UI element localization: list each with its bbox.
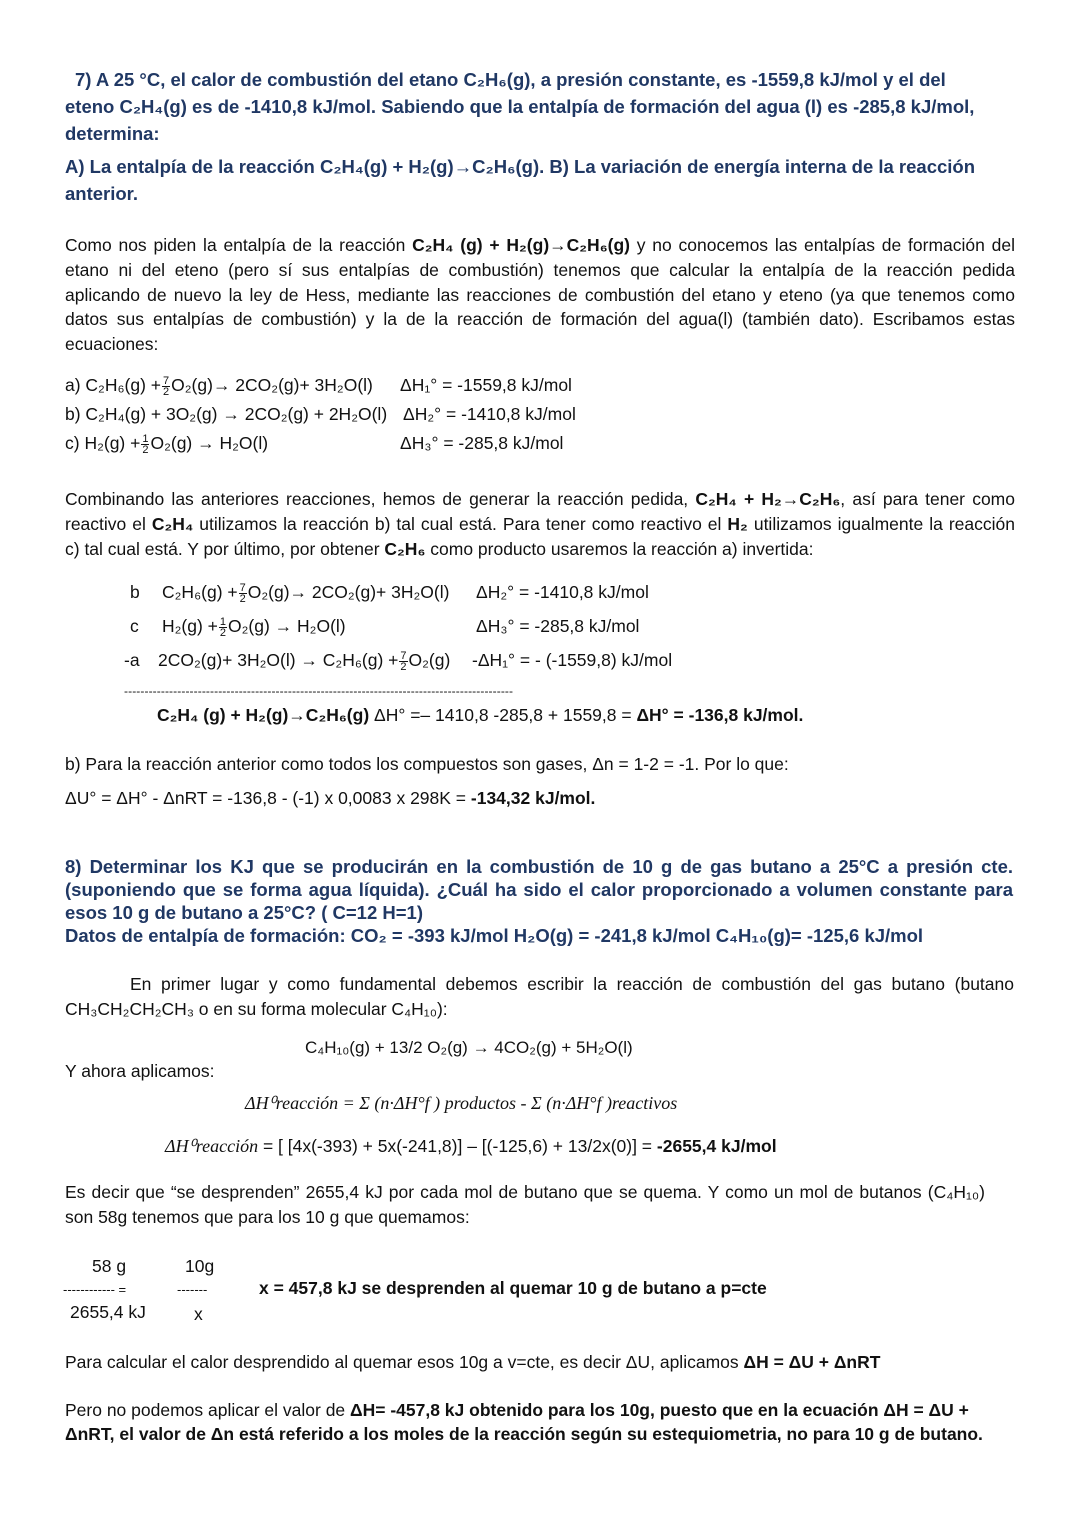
q7-intro-line-4: datos sus entalpías de combustión) y la de la reacción de formación del agua(l) (también dato). Escribamos estas <box>65 309 1015 329</box>
enthalpy-calculation: ΔH⁰reacción = [ [4x(-393) + 5x(-241,8)] – [(-125,6) + 13/2x(0)] = -2655,4 kJ/mol <box>165 1136 777 1156</box>
q8-paragraph-1-line-2: CH₃CH₂CH₂CH₃ o en su forma molecular C₄H₁₀): <box>65 999 448 1019</box>
q7-subheading-line-1: A) La entalpía de la reacción C₂H₄(g) + H₂(g)→C₂H₆(g). B) La variación de energía interna de la reacción <box>65 156 976 177</box>
q8-paragraph-2-line-1: Es decir que “se desprenden” 2655,4 kJ por cada mol de butano que se quema. Y como un mol de butanos (C₄H₁₀) <box>65 1182 985 1202</box>
q7-combine-line-1: Combinando las anteriores reacciones, hemos de generar la reacción pedida, C₂H₄ + H₂→C₂H₆, así para tener como <box>65 489 1015 509</box>
q7-intro-line-3: aplicando de nuevo la ley de Hess, mediante las reacciones de combustión del etano y eteno (ya que tenemos como <box>65 285 1015 305</box>
hess-label-b: b <box>130 582 140 602</box>
hess-enthalpy-minus-a: -ΔH₁° = - (-1559,8) kJ/mol <box>472 650 673 670</box>
q7-heading-line-2: eteno C₂H₄(g) es de -1410,8 kJ/mol. Sabiendo que la entalpía de formación del agua (l) es -285,8 kJ/mol, <box>65 96 975 117</box>
hess-equation-c: H₂(g) + $\frac{1}{2}$ O₂(g) → H₂O(l) <box>162 615 346 639</box>
q7-heading-line-3: determina: <box>65 123 160 144</box>
apply-label: Y ahora aplicamos: <box>65 1061 215 1081</box>
hess-enthalpy-c: ΔH₃° = -285,8 kJ/mol <box>476 616 640 636</box>
q7-combine-line-3: c) tal cual está. Y por último, por obtener C₂H₆ como producto usaremos la reacción a) invertida: <box>65 539 814 559</box>
proportion-bar-2: ------- <box>177 1282 208 1297</box>
hess-equation-minus-a: 2CO₂(g)+ 3H₂O(l) → C₂H₆(g) + $\frac{7}{2}$ O₂(g) <box>158 649 451 673</box>
proportion-denominator-2: x <box>194 1304 203 1324</box>
equation-b-enthalpy: ΔH₂° = -1410,8 kJ/mol <box>403 404 576 424</box>
butane-combustion-reaction: C₄H₁₀(g) + 13/2 O₂(g) → 4CO₂(g) + 5H₂O(l) <box>305 1038 633 1057</box>
proportion-denominator-1: 2655,4 kJ <box>70 1302 146 1322</box>
hess-separator: ----------------------------------------------------------------------------------------------- <box>124 684 514 698</box>
hess-result: C₂H₄ (g) + H₂(g)→C₂H₆(g) ΔH° =– 1410,8 -285,8 + 1559,8 = ΔH° = -136,8 kJ/mol. <box>157 705 804 725</box>
q7-intro-line-2: etano ni del eteno (pero sí sus entalpías de combustión) tenemos que calcular la entalpía de la reacción pedida <box>65 260 1015 280</box>
q8-heading-line-3: esos 10 g de butano a 25°C? ( C=12 H=1) <box>65 902 423 923</box>
hess-formula: ΔH⁰reacción = Σ (n·ΔH°f ) productos - Σ (n·ΔH°f )reactivos <box>245 1093 678 1113</box>
q8-paragraph-1-line-1: En primer lugar y como fundamental debemos escribir la reacción de combustión del gas butano (butano <box>130 974 1014 994</box>
hess-label-minus-a: -a <box>124 650 140 670</box>
q7-intro-line-1: Como nos piden la entalpía de la reacción C₂H₄ (g) + H₂(g)→C₂H₆(g) y no conocemos las entalpías de formación del <box>65 235 1015 255</box>
proportion-result: x = 457,8 kJ se desprenden al quemar 10 g de butano a p=cte <box>259 1278 767 1298</box>
hess-enthalpy-b: ΔH₂° = -1410,8 kJ/mol <box>476 582 649 602</box>
q7-combine-line-2: reactivo el C₂H₄ utilizamos la reacción b) tal cual está. Para tener como reactivo el H₂ utilizamos igualmente la reacción <box>65 514 1015 534</box>
q8-paragraph-2-line-2: son 58g tenemos que para los 10 g que quemamos: <box>65 1207 470 1227</box>
proportion-bar-1: ------------ = <box>63 1282 127 1297</box>
equation-a-enthalpy: ΔH₁° = -1559,8 kJ/mol <box>400 375 572 395</box>
q8-paragraph-4-line-2: ΔnRT, el valor de Δn está referido a los moles de la reacción según su estequiometria, no para 10 g de butano. <box>65 1424 983 1444</box>
hess-label-c: c <box>130 616 139 636</box>
q8-heading-line-4: Datos de entalpía de formación: CO₂ = -393 kJ/mol H₂O(g) = -241,8 kJ/mol C₄H₁₀(g)= -125,6 kJ/mol <box>65 925 924 946</box>
equation-b: b) C₂H₄(g) + 3O₂(g) → 2CO₂(g) + 2H₂O(l) <box>65 404 388 424</box>
q8-paragraph-3: Para calcular el calor desprendido al quemar esos 10g a v=cte, es decir ΔU, aplicamos ΔH = ΔU + ΔnRT <box>65 1352 881 1372</box>
q7-heading-line-1: 7) A 25 °C, el calor de combustión del etano C₂H₆(g), a presión constante, es -1559,8 kJ/mol y el del <box>75 69 946 90</box>
proportion-numerator-1: 58 g <box>92 1256 127 1276</box>
q7-subheading-line-2: anterior. <box>65 183 138 204</box>
equation-a: a) C₂H₆(g) + $\frac{7}{2}$ O₂(g)→ 2CO₂(g)+ 3H₂O(l) <box>65 374 373 398</box>
q7-partb-line-2: ΔU° = ΔH° - ΔnRT = -136,8 - (-1) x 0,0083 x 298K = -134,32 kJ/mol. <box>65 788 596 808</box>
q7-partb-line-1: b) Para la reacción anterior como todos los compuestos son gases, Δn = 1-2 = -1. Por lo que: <box>65 754 789 774</box>
q8-heading-line-1: 8) Determinar los KJ que se producirán en la combustión de 10 g de gas butano a 25°C a presión cte. <box>65 856 1013 877</box>
hess-equation-b: C₂H₆(g) + $\frac{7}{2}$ O₂(g)→ 2CO₂(g)+ 3H₂O(l) <box>162 581 450 605</box>
equation-c-enthalpy: ΔH₃° = -285,8 kJ/mol <box>400 433 564 453</box>
q8-heading-line-2: (suponiendo que se forma agua líquida). ¿Cuál ha sido el calor proporcionado a volumen constante para <box>65 879 1013 900</box>
equation-c: c) H₂(g) + $\frac{1}{2}$ O₂(g) → H₂O(l) <box>65 432 269 456</box>
q8-paragraph-4-line-1: Pero no podemos aplicar el valor de ΔH= -457,8 kJ obtenido para los 10g, puesto que en la ecuación ΔH = ΔU + <box>65 1400 969 1420</box>
q7-intro-line-5: ecuaciones: <box>65 334 159 354</box>
proportion-numerator-2: 10g <box>185 1256 215 1276</box>
